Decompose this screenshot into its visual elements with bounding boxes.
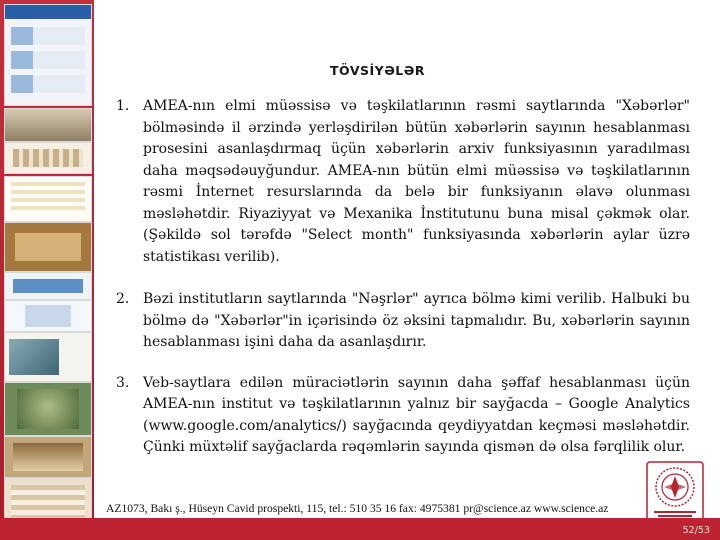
page-number: 52/53 — [682, 525, 710, 536]
list-item — [116, 289, 690, 354]
website-screenshot — [4, 300, 92, 332]
recommendation-list — [116, 96, 690, 459]
list-item — [116, 96, 690, 268]
website-screenshot — [4, 332, 92, 382]
website-screenshot — [4, 436, 92, 478]
item-number: 1. — [116, 98, 130, 114]
website-screenshot — [4, 108, 92, 142]
footer-contact: AZ1073, Bakı ş., Hüseyn Cavid prospekti, 115, tel.: 510 35 16 fax: 4975381 pr@science.az www.science.az — [106, 502, 609, 515]
item-text: Bəzi institutların saytlarında "Nəşrlər" ayrıca bölmə kimi verilib. Halbuki bu bölmə də "Xəbərlər"in içərisində öz əksini tapmalıdır. Bu, xəbərlərin sayının hesablanması işini daha da asanlaşdırır. — [143, 291, 690, 350]
screenshot-strip — [0, 0, 94, 540]
website-screenshot — [4, 382, 92, 436]
footer-bar — [0, 518, 720, 540]
list-item — [116, 373, 690, 459]
website-screenshot — [4, 4, 92, 106]
website-screenshot — [4, 142, 92, 174]
page-title: TÖVSİYƏLƏR — [330, 63, 426, 78]
academy-logo-icon — [646, 461, 704, 523]
item-number: 2. — [116, 291, 130, 307]
website-screenshot — [4, 176, 92, 222]
item-number: 3. — [116, 374, 130, 391]
website-screenshot — [4, 222, 92, 272]
item-text: Veb-saytlara edilən müraciətlərin sayının daha şəffaf hesablanması üçün AMEA-nın institut və təşkilatlarının yalnız bir sayğacda – Google Analytics (www.google.com/analytics/) sayğacında qeydiyyatdan keçməsi məsləhətdir. Çünki müxtəlif sayğaclarda rəqəmlərin sayında qismən də olsa fərqlilik olur. — [143, 374, 690, 455]
item-text: AMEA-nın elmi müəssisə və təşkilatlarının rəsmi saytlarında "Xəbərlər" bölməsində il ərzində yerləşdirilən bütün xəbərlərin sayının hesablanması prosesini asanlaşdırmaq üçün xəbərlərin arxiv funksiyasının yaradılması daha məqsədəuyğundur. AMEA-nın bütün elmi müəssisə və təşkilatlarının rəsmi İnternet resurslarında da belə bir funksiyanın əlavə olunması məsləhətdir. Riyaziyyat və Mexanika İnstitutunu buna misal çəkmək olar. (Şəkildə sol tərəfdə "Select month" funksiyasında xəbərlərin aylar üzrə statistikası verilib). — [143, 98, 690, 265]
website-screenshot — [4, 272, 92, 300]
